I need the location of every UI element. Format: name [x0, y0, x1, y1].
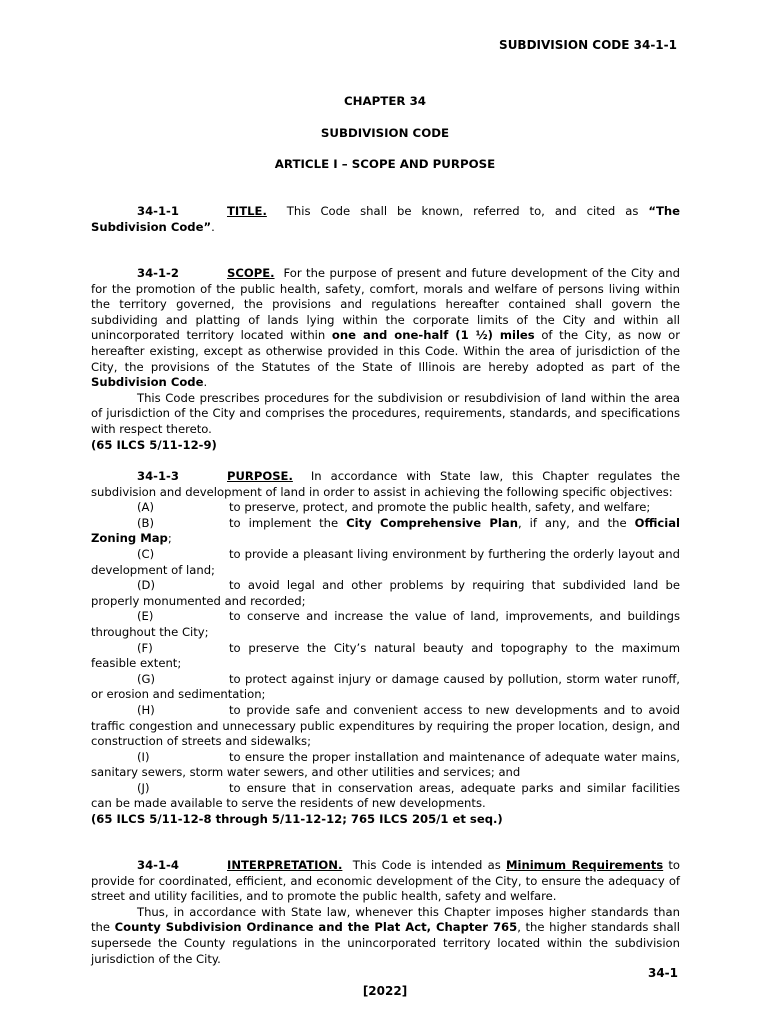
section-number: 34-1-3 — [137, 469, 179, 483]
item-label: (H) — [137, 702, 155, 717]
punct: . — [211, 219, 215, 234]
statute-citation: (65 ILCS 5/11-12-9) — [91, 437, 217, 452]
section-paragraph — [91, 905, 680, 967]
item-text: to conserve and increase the value of land, improvements, and buildings throughout the City; — [91, 609, 680, 639]
section-text: In accordance with State law, this Chapter regulates the subdivision and development of land in order to assist in achieving the following specific objectives: — [91, 469, 680, 499]
item-text: to avoid legal and other problems by requiring that subdivided land be properly monumented and recorded; — [91, 578, 680, 608]
chapter-title: CHAPTER 34 — [343, 94, 427, 108]
code-title: SUBDIVISION CODE — [320, 126, 450, 140]
item-text: to protect against injury or damage caused by pollution, storm water runoff, or erosion and sedimentation; — [91, 671, 680, 702]
list-item — [91, 516, 680, 547]
section-text: , the higher standards shall supersede the County regulations in the unincorporated territory located within the subdivision jurisdiction of the City. — [91, 920, 680, 966]
item-text: to preserve, protect, and promote the public health, safety, and welfare; — [229, 500, 651, 515]
list-item — [91, 750, 680, 781]
section-number: 34-1-4 — [137, 858, 179, 872]
section-heading: SCOPE. — [227, 266, 275, 280]
section-bold-term: Subdivision Code — [91, 375, 204, 390]
item-text: to implement the — [229, 515, 339, 530]
item-text: to preserve the City’s natural beauty and topography to the maximum feasible extent; — [91, 640, 680, 671]
section-heading: PURPOSE. — [227, 469, 293, 483]
page-number: 34-1 — [647, 966, 678, 980]
item-label: (C) — [137, 546, 155, 561]
article-title: ARTICLE I – SCOPE AND PURPOSE — [274, 157, 496, 171]
item-label: (E) — [137, 609, 154, 624]
item-bold-term: Official Zoning Map — [91, 515, 681, 546]
section-paragraph: This Code prescribes procedures for the subdivision or resubdivision of land within the area of jurisdiction of the City and comprises the procedures, requirements, standards, and specifications with respect thereto. — [91, 390, 680, 436]
section-34-1-1 — [91, 204, 680, 235]
list-item — [91, 672, 680, 703]
section-bold-term: County Subdivision Ordinance and the Plat Act, Chapter 765 — [114, 920, 518, 935]
section-bold-term: “The Subdivision Code” — [91, 204, 681, 234]
section-heading: TITLE. — [227, 204, 267, 218]
item-text: , if any, and the — [517, 515, 627, 530]
running-header: SUBDIVISION CODE 34-1-1 — [499, 38, 677, 52]
statute-citation: (65 ILCS 5/11-12-8 through 5/11-12-12; 765 ILCS 205/1 et seq.) — [91, 812, 503, 827]
section-text: to provide for coordinated, efficient, and economic development of the City, to ensure the adequacy of street and utility facilities, and to promote the public health, safety and welfare. — [91, 858, 680, 904]
item-label: (A) — [137, 500, 154, 515]
item-text: to provide a pleasant living environment by furthering the orderly layout and development of land; — [91, 546, 680, 577]
list-item — [91, 703, 680, 750]
list-item — [91, 641, 680, 672]
list-item — [91, 781, 680, 812]
item-label: (G) — [137, 671, 156, 686]
section-text: of the City, as now or hereafter existing, except as otherwise provided in this Code. Within the area of jurisdiction of the City, the provisions of the Statutes of the State of Illinois are hereby adopted as part of the — [91, 328, 681, 374]
item-text: to ensure the proper installation and maintenance of adequate water mains, sanitary sewers, storm water sewers, and other utilities and services; and — [91, 749, 680, 780]
section-number: 34-1-1 — [137, 204, 179, 218]
punct: . — [203, 375, 208, 390]
section-number: 34-1-2 — [137, 266, 179, 280]
section-bold-term: one and one-half (1 ½) miles — [331, 328, 535, 343]
item-text: to provide safe and convenient access to new developments and to avoid traffic congestion and unnecessary public expenditures by requiring the proper location, design, and construction of streets and sidewalks; — [91, 702, 680, 749]
footer-year: [2022] — [362, 984, 408, 998]
list-item — [91, 578, 680, 609]
list-item — [91, 500, 680, 516]
list-item — [91, 547, 680, 578]
item-bold-term: City Comprehensive Plan — [346, 515, 518, 530]
item-label: (B) — [137, 515, 155, 530]
section-text: This Code shall be known, referred to, and cited as — [286, 204, 639, 218]
section-heading: INTERPRETATION. — [227, 858, 343, 872]
section-34-1-4 — [91, 858, 680, 967]
list-item — [91, 609, 680, 640]
item-label: (I) — [137, 749, 150, 764]
punct: ; — [167, 531, 172, 546]
section-text: This Code is intended as — [352, 858, 501, 872]
item-label: (J) — [137, 780, 150, 795]
section-bold-term: Minimum Requirements — [505, 858, 664, 872]
item-label: (D) — [137, 578, 155, 593]
section-text: For the purpose of present and future development of the City and for the promotion of the public health, safety, comfort, morals and welfare of persons living within the territory governed, the provisions and regulations hereafter contained shall govern the subdividing and platting of lands lying within the corporate limits of the City and within all unincorporated territory located within — [91, 266, 680, 343]
item-label: (F) — [137, 640, 153, 655]
section-34-1-2 — [91, 266, 680, 453]
section-34-1-3 — [91, 469, 680, 828]
section-text: Thus, in accordance with State law, whenever this Chapter imposes higher standards than the — [91, 904, 680, 935]
item-text: to ensure that in conservation areas, adequate parks and similar facilities can be made available to serve the residents of new developments. — [91, 780, 680, 811]
